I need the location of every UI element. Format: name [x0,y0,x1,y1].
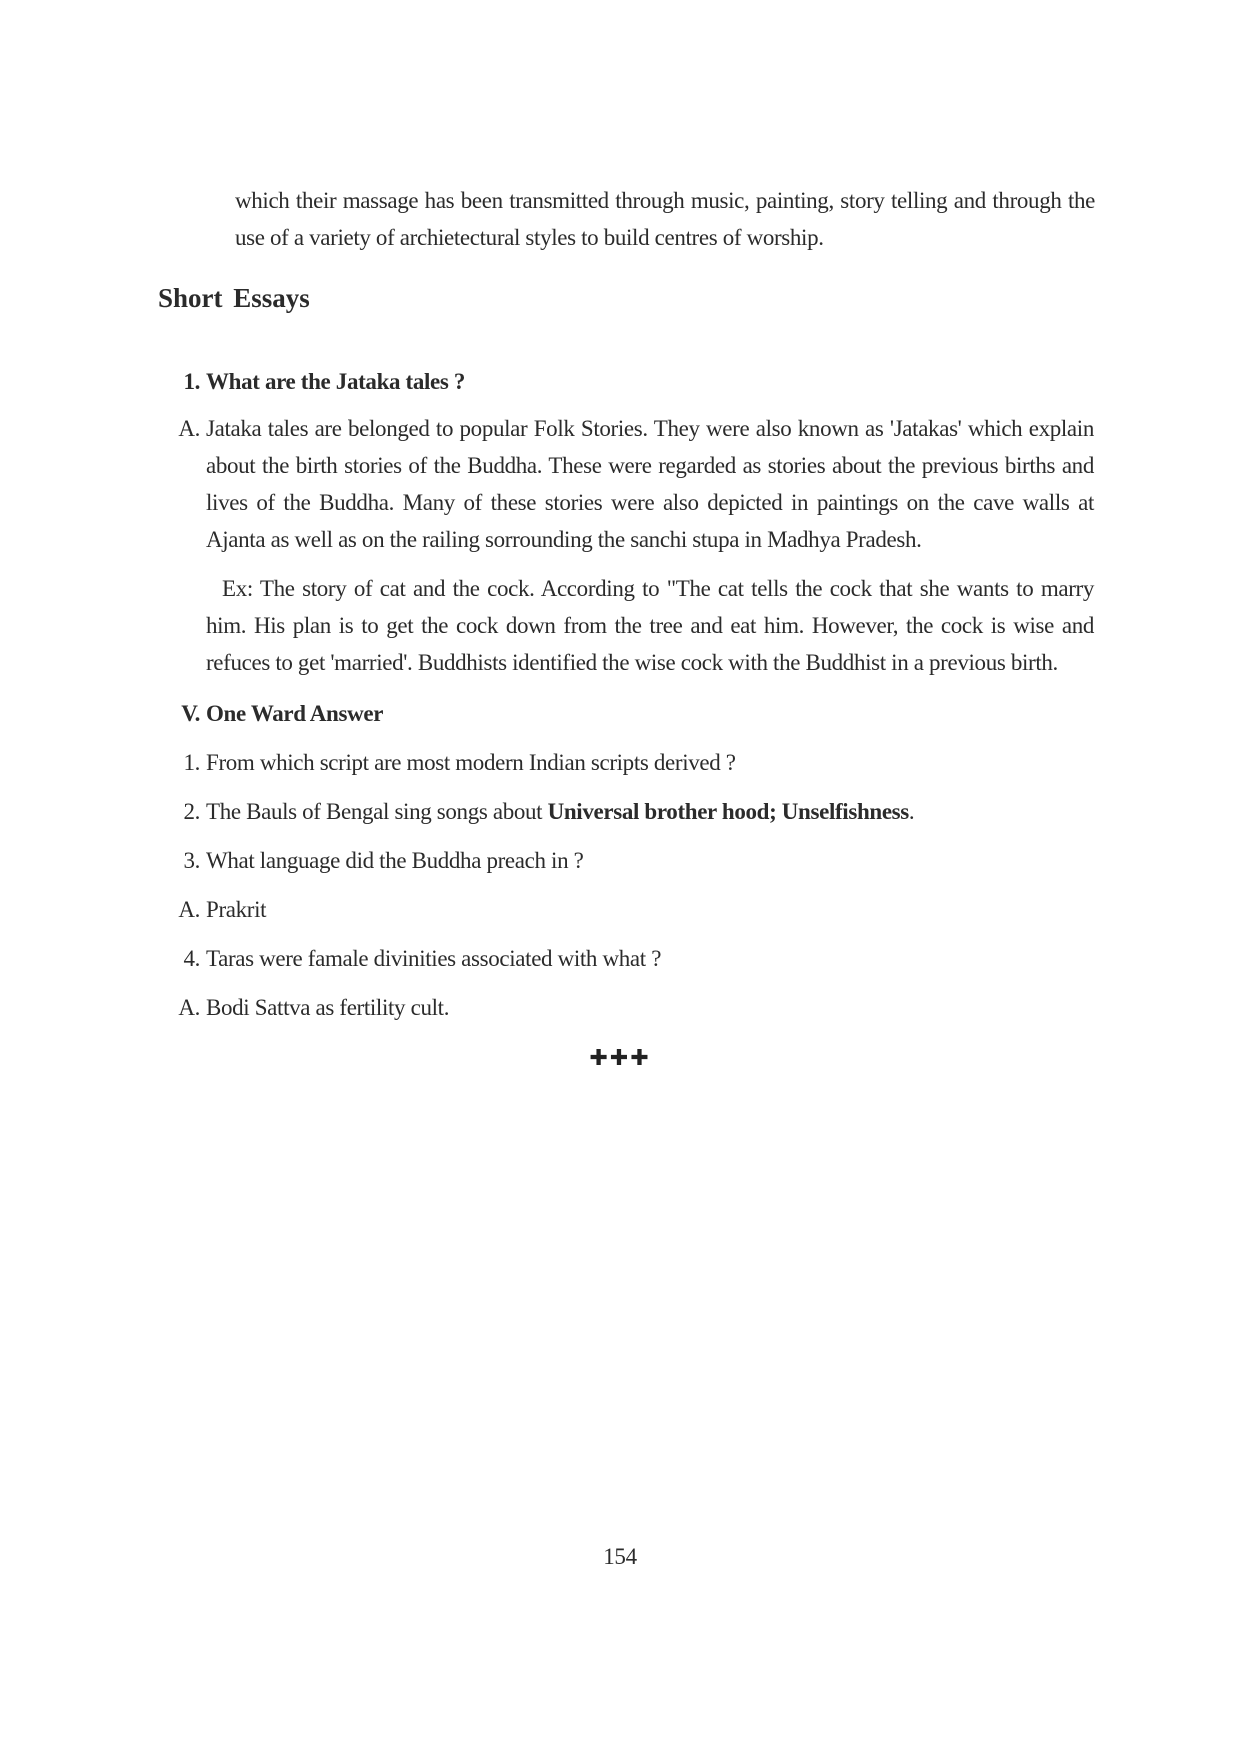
page-number: 154 [603,1544,637,1569]
item-label: A. [178,995,200,1020]
item-label: 2. [183,799,200,824]
item-text: From which script are most modern Indian scripts derived ? [206,750,736,775]
item-text: Prakrit [206,897,267,922]
item-bold-text: Universal brother hood; Unselfishness [547,799,909,824]
item-text: Taras were famale divinities associated with what ? [206,946,662,971]
item-text: The Bauls of Bengal sing songs about [206,799,548,824]
section-title: Short Essays [158,283,310,313]
item-text: Bodi Sattva as fertility cult. [206,995,450,1020]
item-label: 3. [183,848,200,873]
answer-label: A. [178,416,200,441]
continuation-paragraph: which their massage has been transmitted through music, painting, story telling and through the use of a variety of archietectural styles to build centres of worship. [235,188,1095,250]
item-label: A. [178,897,200,922]
section-v-label: V. [181,701,200,726]
question-number: 1. [183,369,200,394]
section-v-title: One Ward Answer [206,701,384,726]
section-separator: ✚✚✚ [589,1045,651,1070]
item-trailing: . [908,799,915,824]
item-text: What language did the Buddha preach in ? [206,848,584,873]
answer-text: Jataka tales are belonged to popular Folk Stories. They were also known as 'Jatakas' which explain about the birth stories of the Buddha. These were regarded as stories about the previous births and lives of the Buddha. Many of these stories were also depicted in paintings on the cave walls at Ajanta as well as on the railing sorrounding the sanchi stupa in Madhya Pradesh. [206,416,1094,552]
item-text-group [206,793,1094,830]
example-text: Ex: The story of cat and the cock. According to "The cat tells the cock that she wants to marry him. His plan is to get the cock down from the tree and eat him. However, the cock is wise and refuces to get 'married'. Buddhists identified the wise cock with the Buddhist in a previous birth. [206,576,1094,675]
question-text: What are the Jataka tales ? [206,369,466,394]
item-label: 1. [183,750,200,775]
item-label: 4. [183,946,200,971]
